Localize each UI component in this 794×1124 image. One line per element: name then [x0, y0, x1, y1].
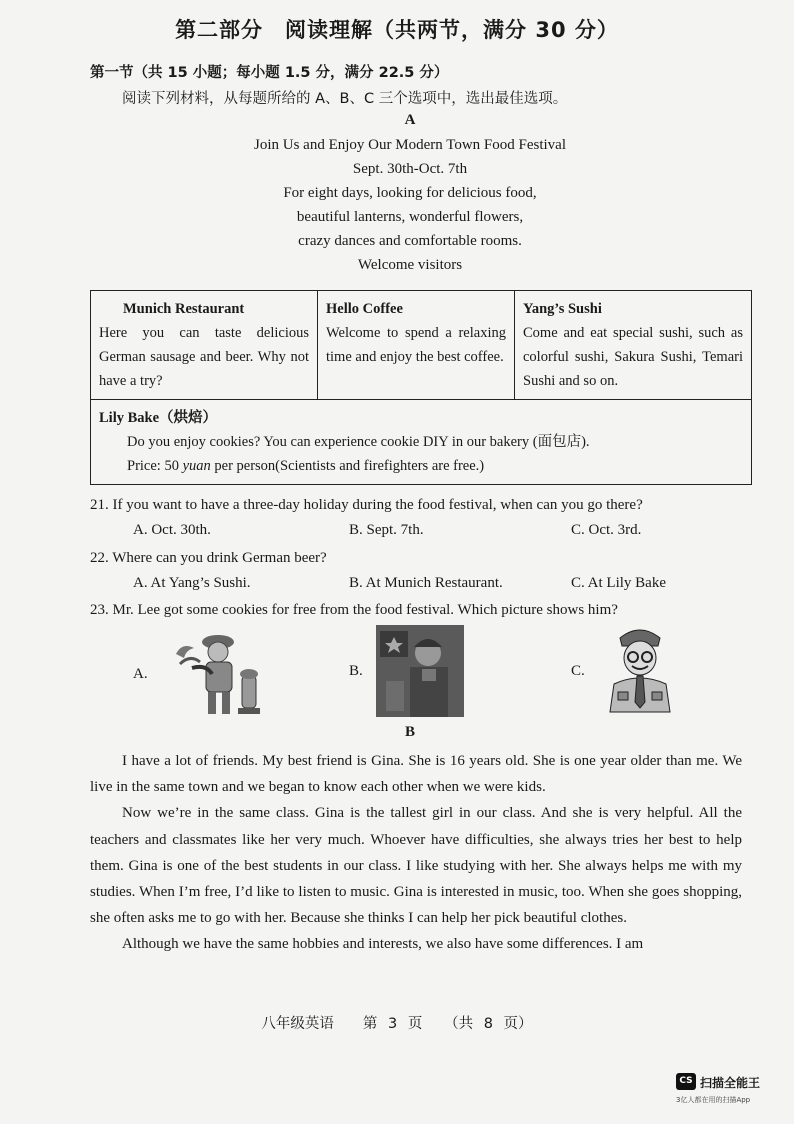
- coffee-title: Hello Coffee: [326, 301, 403, 317]
- camscanner-tagline: 3亿人都在用的扫描App: [676, 1096, 751, 1104]
- instruction-text: 阅读下列材料，从每题所给的 A、B、C 三个选项中，选出最佳选项。: [122, 91, 568, 107]
- subsection-heading: 第一节（共 15 小题；每小题 1.5 分，满分 22.5 分）: [90, 65, 449, 81]
- question-text: Where can you drink German beer?: [112, 550, 327, 566]
- question-number: 21.: [90, 497, 109, 513]
- munich-title: Munich Restaurant: [123, 301, 245, 317]
- question-number: 23.: [90, 602, 109, 618]
- sushi-body: Come and eat special sushi, such as colorful sushi, Sakura Sushi, Temari Sushi and so on.: [523, 325, 743, 389]
- q23-option-c: C.: [571, 663, 585, 679]
- festival-title: Join Us and Enjoy Our Modern Town Food Festival: [254, 137, 566, 153]
- passage-b-letter: B: [404, 724, 415, 740]
- paragraph: I have a lot of friends. My best friend is Gina. She is 16 years old. She is one year older than me. We live in the same town and we began to know each other when we were kids.: [90, 753, 742, 796]
- q23-option-a: A.: [133, 666, 148, 682]
- scientist-photo: [376, 625, 464, 717]
- paragraph: Now we’re in the same class. Gina is the tallest girl in our class. And she is very helpful. All the teachers and classmates like her very much. Whoever have difficulties, she always tries her best to help them. Gina is one of the best students in our class. I like studying with her. She always helps me with my studies. When I’m free, I’d like to listen to music. Gina is interested in music, too. When she goes shopping, she often asks me to go with her. Because she thinks I can help her pick beautiful clothes.: [90, 805, 742, 927]
- question-text: If you want to have a three-day holiday during the food festival, when can you go there?: [112, 497, 643, 513]
- lily-title: Lily Bake（烘焙）: [99, 410, 218, 426]
- q22-option-a: A. At Yang’s Sushi.: [133, 575, 251, 591]
- question-21: [90, 497, 643, 514]
- festival-welcome: Welcome visitors: [357, 257, 463, 273]
- camscanner-name: 扫描全能王: [700, 1076, 761, 1090]
- q21-option-b: B. Sept. 7th.: [349, 522, 424, 538]
- lily-price: [99, 454, 743, 478]
- coffee-cell: [318, 291, 515, 400]
- camscanner-logo: CS: [676, 1073, 696, 1090]
- coffee-body: Welcome to spend a relaxing time and enjoy the best coffee.: [326, 325, 506, 365]
- passage-b: [90, 748, 742, 958]
- sushi-title: Yang’s Sushi: [523, 301, 602, 317]
- lily-price-unit: yuan: [182, 458, 211, 474]
- munich-cell: [91, 291, 318, 400]
- festival-line-1: For eight days, looking for delicious food,: [283, 185, 537, 201]
- festival-line-3: crazy dances and comfortable rooms.: [298, 233, 522, 249]
- munich-body: Here you can taste delicious German sausage and beer. Why not have a try?: [99, 325, 309, 389]
- q22-option-c: C. At Lily Bake: [571, 575, 666, 591]
- question-text: Mr. Lee got some cookies for free from the food festival. Which picture shows him?: [112, 602, 618, 618]
- paragraph: Although we have the same hobbies and interests, we also have some differences. I am: [122, 936, 644, 953]
- q21-option-c: C. Oct. 3rd.: [571, 522, 642, 538]
- page-footer: 八年级英语 第 3 页 （共 8 页）: [261, 1016, 533, 1032]
- lily-cell: [91, 400, 752, 485]
- firefighter-illustration: [172, 624, 268, 720]
- passage-a-letter: A: [404, 112, 416, 128]
- lily-price-suffix: per person(Scientists and firefighters are free.): [210, 458, 485, 474]
- sushi-cell: [515, 291, 752, 400]
- man-with-glasses-illustration: [604, 626, 676, 714]
- question-23: [90, 602, 618, 619]
- question-22: [90, 550, 327, 567]
- q23-option-b: B.: [349, 663, 363, 679]
- festival-dates: Sept. 30th-Oct. 7th: [352, 161, 468, 177]
- section-title: 第二部分 阅读理解（共两节，满分 30 分）: [175, 18, 619, 42]
- festival-table: [90, 290, 752, 485]
- question-number: 22.: [90, 550, 109, 566]
- lily-line-1: Do you enjoy cookies? You can experience cookie DIY in our bakery (面包店).: [127, 434, 590, 450]
- q22-option-b: B. At Munich Restaurant.: [349, 575, 503, 591]
- lily-price-prefix: Price: 50: [127, 458, 183, 474]
- q21-option-a: A. Oct. 30th.: [133, 522, 211, 538]
- festival-line-2: beautiful lanterns, wonderful flowers,: [296, 209, 524, 225]
